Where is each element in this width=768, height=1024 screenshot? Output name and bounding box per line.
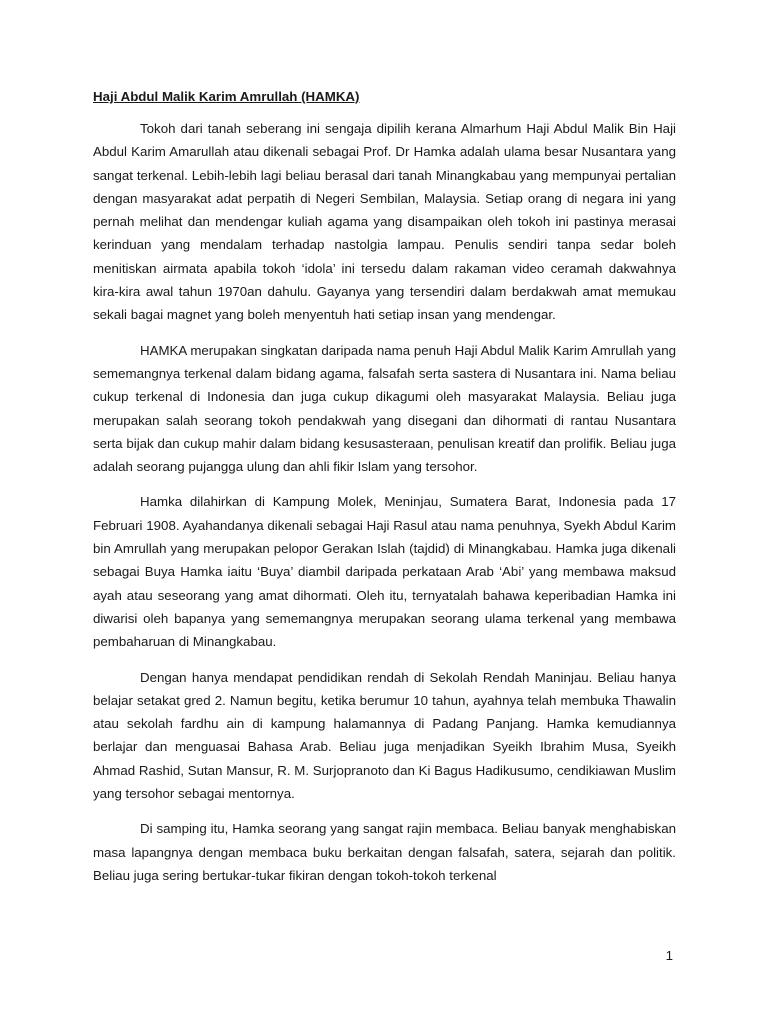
paragraph-1: Tokoh dari tanah seberang ini sengaja dipilih kerana Almarhum Haji Abdul Malik Bin Haji Abdul Karim Amarullah atau dikenali sebagai Prof. Dr Hamka adalah ulama besar Nusantara yang sangat terkenal. Lebih-lebih lagi beliau berasal dari tanah Minangkabau yang mempunyai pertalian dengan masyarakat adat perpatih di Negeri Sembilan, Malaysia. Setiap orang di negara ini yang pernah melihat dan mendengar kuliah agama yang disampaikan oleh tokoh ini pastinya merasai kerinduan yang mendalam terhadap nastolgia lampau. Penulis sendiri tanpa sedar boleh menitiskan airmata apabila tokoh ‘idola’ ini tersedu dalam rakaman video ceramah dakwahnya kira-kira awal tahun 1970an dahulu. Gayanya yang tersendiri dalam berdakwah amat memukau sekali bagai magnet yang boleh menyentuh hati setiap insan yang mendengar. bbox=[93, 121, 676, 323]
paragraph-5: Di samping itu, Hamka seorang yang sangat rajin membaca. Beliau banyak menghabiskan masa lapangnya dengan membaca buku berkaitan dengan falsafah, satera, sejarah dan politik. Beliau juga sering bertukar-tukar fikiran dengan tokoh-tokoh terkenal bbox=[93, 821, 676, 883]
page-number: 1 bbox=[665, 948, 673, 963]
document-page bbox=[93, 87, 676, 899]
paragraph-2: HAMKA merupakan singkatan daripada nama penuh Haji Abdul Malik Karim Amrullah yang sememangnya terkenal dalam bidang agama, falsafah serta sastera di Nusantara ini. Nama beliau cukup terkenal di Indonesia dan juga cukup dikagumi oleh masyarakat Malaysia. Beliau juga merupakan salah seorang tokoh pendakwah yang disegani dan dihormati di rantau Nusantara serta bijak dan cukup mahir dalam bidang kesusasteraan, penulisan kreatif dan prolifik. Beliau juga adalah seorang pujangga ulung dan ahli fikir Islam yang tersohor. bbox=[93, 342, 676, 475]
paragraph-3: Hamka dilahirkan di Kampung Molek, Meninjau, Sumatera Barat, Indonesia pada 17 Februari 1908. Ayahandanya dikenali sebagai Haji Rasul atau nama penuhnya, Syekh Abdul Karim bin Amrullah yang merupakan pelopor Gerakan Islah (tajdid) di Minangkabau. Hamka juga dikenali sebagai Buya Hamka iaitu ‘Buya’ diambil daripada perkataan Arab ‘Abi’ yang membawa maksud ayah atau seseorang yang amat dihormati. Oleh itu, ternyatalah bahawa keperibadian Hamka ini diwarisi oleh bapanya yang sememangnya merupakan seorang ulama terkenal yang membawa pembaharuan di Minangkabau. bbox=[93, 494, 676, 650]
paragraph-4: Dengan hanya mendapat pendidikan rendah di Sekolah Rendah Maninjau. Beliau hanya belajar setakat gred 2. Namun begitu, ketika berumur 10 tahun, ayahnya telah membuka Thawalin atau sekolah fardhu ain di kampung halamannya di Padang Panjang. Hamka kemudiannya berlajar dan menguasai Bahasa Arab. Beliau juga menjadikan Syeikh Ibrahim Musa, Syeikh Ahmad Rashid, Sutan Mansur, R. M. Surjopranoto dan Ki Bagus Hadikusumo, cendikiawan Muslim yang tersohor sebagai mentornya. bbox=[93, 669, 676, 802]
document-title: Haji Abdul Malik Karim Amrullah (HAMKA) bbox=[93, 89, 360, 104]
